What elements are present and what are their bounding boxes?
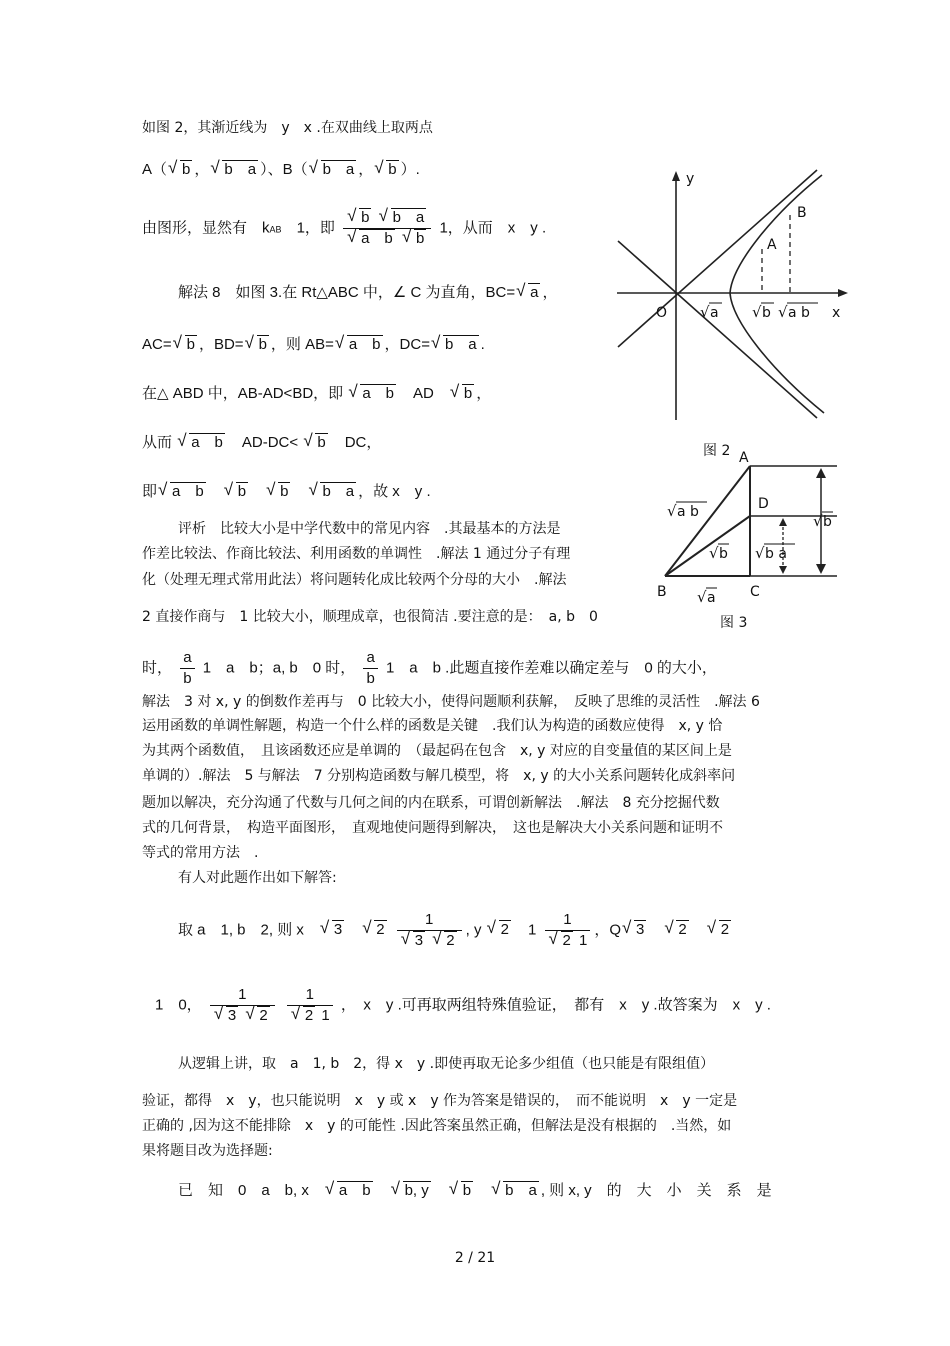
logic-line-4: 果将题目改为选择题: [142,1143,273,1159]
fig2-x-label: x [832,305,841,321]
svg-text:√: √ [813,512,823,530]
figure-3-triangle [655,450,845,610]
choice-question-line: 已 知 0 a b, x √ a b √ b, y √ b √ b a , 则 x, y 的 大 小 关 系 是 [178,1182,772,1200]
comment-line-3: 化（处理无理式常用此法）将问题转化成比较两个分母的大小 .解法 [142,572,567,588]
fig2-tick-sqrt-a-rad: √ [700,303,710,321]
page-number: 2 / 21 [454,1250,496,1266]
fig3-vertex-a: A [739,450,749,466]
fig3-label-ab: a b [677,504,699,520]
fig3-label-bc: a [707,590,716,606]
comment-line-12: 等式的常用方法 . [142,845,259,861]
side-ab [665,466,750,576]
comment-line-8: 为其两个函数值， 且该函数还应是单调的 （最起码在包含 x, y 对应的自变量值的某区间上是 [142,743,732,759]
fig3-vertex-b: B [657,584,667,600]
comment-line-4: 2 直接作商与 1 比较大小，顺理成章，也很简洁 .要注意的是： a, b 0 [142,609,598,625]
fig2-tick-sqrt-b-rad: √ [752,303,762,321]
figure-2-caption: 图 2 [703,443,731,459]
line-sides: AC=√ b ，BD=√ b ，则 AB=√ a b ，DC=√ b a . [142,336,485,354]
y-arrow [672,171,680,181]
line-triangle-abd: 在△ ABD 中，AB-AD<BD，即 √ a b AD √ b ， [142,385,491,403]
logic-line-2: 验证，都得 x y，也只能说明 x y 或 x y 作为答案是错误的， 而不能说明 x y 一定是 [142,1093,738,1109]
fig2-origin: O [656,305,668,321]
fig3-label-ac: b [823,514,832,530]
line-conclusion: 即√ a b √ b √ b √ b a ，故 x y . [142,483,431,501]
fig2-tick-sqrt-a: a [710,305,719,321]
x-arrow [838,289,848,297]
comment-line-9: 单调的）.解法 5 与解法 7 分别构造函数与解几模型，将 x, y 的大小关系问题转化成斜率问 [142,768,736,784]
svg-text:√: √ [667,502,677,520]
line-asymptote: 如图 2，其渐近线为 y x .在双曲线上取两点 [142,120,433,136]
special-value-line-2: 1 0， 1 √ 3 √ 2 1 √ 2 1 ， x y .可再取两组特殊值验证， 都有 x y .故答案为 x y . [155,985,771,1026]
fig3-vertex-d: D [758,496,769,512]
line-method8: 解法 8 如图 3.在 Rt△ABC 中，∠ C 为直角，BC=√ a ， [178,284,557,302]
comment-line-2: 作差比较法、作商比较法、利用函数的单调性 .解法 1 通过分子有理 [142,546,571,562]
svg-text:√: √ [755,544,765,562]
fig3-vertex-c: C [750,584,760,600]
comment-line-13: 有人对此题作出如下解答: [178,870,337,886]
fig2-point-b: B [797,205,807,221]
fig2-tick-sqrt-b: b [762,305,771,321]
fig2-y-label: y [686,171,695,187]
comment-line-1: 评析 比较大小是中学代数中的常见内容 .其最基本的方法是 [178,521,561,537]
fig3-label-dc: b a [765,546,787,562]
line-slope: 由图形，显然有 kAB 1，即 √ b √ b a √ a b √ b 1，从而 x y . [142,208,546,249]
comment-line-5: 时， $\frac{a}{b}$ 1 a b；a, b 0 时， $\frac{a}{b}$ 1 a b .此题直接作差难以确定差与 0 的大小， [142,649,717,687]
side-bd [665,516,750,576]
logic-line-1: 从逻辑上讲，取 a 1, b 2，得 x y .即使再取无论多少组值（也只能是有限组值） [178,1056,715,1072]
special-value-line-1: 取 a 1, b 2, 则 x √ 3 √ 2 1 √ 3 √ 2 , y √ 2 1 1 √ 2 1 ，Q√ 3 √ 2 √ 2 [178,910,733,951]
svg-text:√: √ [709,544,719,562]
hyperbola-branch [730,175,824,413]
fig3-label-bd: b [719,546,728,562]
logic-line-3: 正确的 ,因为这不能排除 x y 的可能性 .因此答案虽然正确，但解法是没有根据的 .当然，如 [142,1118,732,1134]
asymptote-down [618,241,817,418]
comment-line-7: 运用函数的单调性解题，构造一个什么样的函数是关键 .我们认为构造的函数应使得 x, y 恰 [142,718,723,734]
comment-line-10: 题加以解决，充分沟通了代数与几何之间的内在联系，可谓创新解法 .解法 8 充分挖掘代数 [142,795,720,811]
comment-line-6: 解法 3 对 x, y 的倒数作差再与 0 比较大小，使得问题顺利获解， 反映了思维的灵活性 .解法 6 [142,694,760,710]
figure-2-hyperbola [612,165,852,425]
fig2-tick-sqrt-ab: a b [788,305,810,321]
line-thus: 从而 √ a b AD-DC< √ b DC， [142,434,381,452]
line-points: A（√ b ，√ b a ）、B（√ b a ，√ b ）. [142,161,420,179]
comment-line-11: 式的几何背景， 构造平面图形， 直观地使问题得到解决， 这也是解决大小关系问题和证明不 [142,820,723,836]
svg-text:√: √ [697,588,707,606]
figure-3-caption: 图 3 [720,615,748,631]
fig2-tick-sqrt-ab-rad: √ [778,303,788,321]
fig2-point-a: A [767,237,777,253]
